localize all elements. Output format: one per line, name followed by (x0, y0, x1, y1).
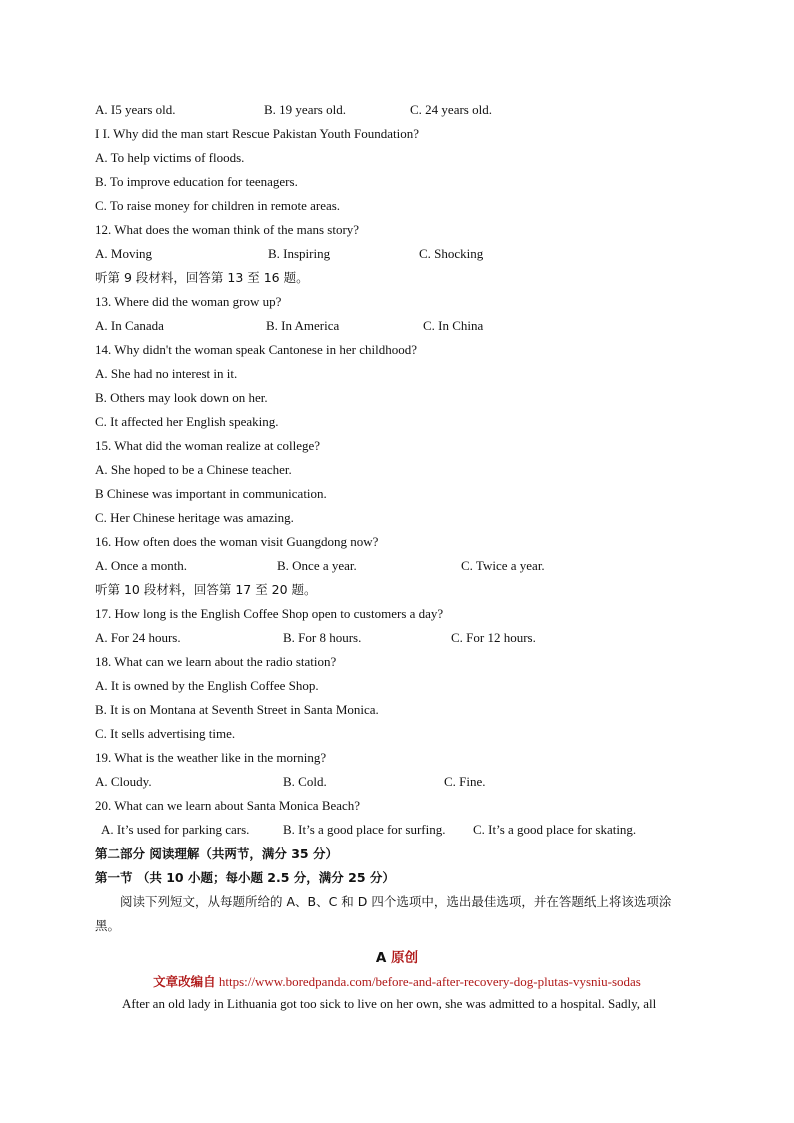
q14-option-a: A. She had no interest in it. (95, 366, 238, 381)
passage-title (0, 946, 794, 966)
q11-option-c: C. To raise money for children in remote areas. (95, 198, 341, 213)
q14-stem: 14. Why didn't the woman speak Cantonese in her childhood? (95, 342, 417, 357)
q14-option-c: C. It affected her English speaking. (95, 414, 279, 429)
q15-option-a: A. She hoped to be a Chinese teacher. (95, 462, 292, 477)
q12-stem: 12. What does the woman think of the mans story? (95, 222, 360, 237)
q20-option-b: B. It’s a good place for surfing. (283, 822, 446, 837)
q13-stem: 13. Where did the woman grow up? (95, 294, 282, 309)
q16-stem: 16. How often does the woman visit Guangdong now? (95, 534, 379, 549)
q18-option-b: B. It is on Montana at Seventh Street in Santa Monica. (95, 702, 379, 717)
q16-option-b: B. Once a year. (277, 558, 357, 573)
q12-option-a: A. Moving (95, 246, 153, 261)
q17-option-b: B. For 8 hours. (283, 630, 362, 645)
passage-first-line: After an old lady in Lithuania got too sick to live on her own, she was admitted to a hospital. Sadly, all (122, 996, 657, 1011)
section-10-instruction: 听第 10 段材料，回答第 17 至 20 题。 (95, 582, 317, 597)
q18-option-c: C. It sells advertising time. (95, 726, 236, 741)
q16-option-c: C. Twice a year. (461, 558, 545, 573)
q13-option-a: A. In Canada (95, 318, 164, 333)
q15-option-c: C. Her Chinese heritage was amazing. (95, 510, 294, 525)
q17-stem: 17. How long is the English Coffee Shop open to customers a day? (95, 606, 444, 621)
q16-option-a: A. Once a month. (95, 558, 188, 573)
section-9-instruction: 听第 9 段材料，回答第 13 至 16 题。 (95, 270, 309, 285)
part-2-heading: 第二部分 阅读理解（共两节，满分 35 分） (95, 846, 338, 861)
q18-stem: 18. What can we learn about the radio station? (95, 654, 337, 669)
q17-option-c: C. For 12 hours. (451, 630, 536, 645)
passage-tag: 原创 (391, 950, 419, 966)
source-line (0, 972, 794, 990)
q11-option-a: A. To help victims of floods. (95, 150, 245, 165)
section-1-heading: 第一节 （共 10 小题；每小题 2.5 分，满分 25 分） (95, 870, 395, 885)
q10-option-a: A. I5 years old. (95, 102, 176, 117)
q13-option-c: C. In China (423, 318, 484, 333)
q10-option-b: B. 19 years old. (264, 102, 346, 117)
q15-option-b: B Chinese was important in communication. (95, 486, 327, 501)
q19-option-b: B. Cold. (283, 774, 327, 789)
q20-option-a: A. It’s used for parking cars. (101, 822, 250, 837)
q12-option-b: B. Inspiring (268, 246, 331, 261)
q19-option-a: A. Cloudy. (95, 774, 152, 789)
q12-option-c: C. Shocking (419, 246, 484, 261)
q13-option-b: B. In America (266, 318, 340, 333)
q10-option-c: C. 24 years old. (410, 102, 492, 117)
passage-letter: A (375, 950, 387, 966)
source-url: https://www.boredpanda.com/before-and-after-recovery-dog-plutas-vysniu-sodas (218, 974, 641, 989)
q19-option-c: C. Fine. (444, 774, 486, 789)
q15-stem: 15. What did the woman realize at college? (95, 438, 320, 453)
q11-option-b: B. To improve education for teenagers. (95, 174, 298, 189)
q14-option-b: B. Others may look down on her. (95, 390, 268, 405)
reading-instruction: 阅读下列短文，从每题所给的 A、B、C 和 D 四个选项中，选出最佳选项，并在答题纸上将该选项涂黑。 (95, 894, 672, 933)
q20-stem: 20. What can we learn about Santa Monica Beach? (95, 798, 361, 813)
source-label: 文章改编自 (153, 974, 216, 989)
q19-stem: 19. What is the weather like in the morning? (95, 750, 327, 765)
q17-option-a: A. For 24 hours. (95, 630, 181, 645)
q11-stem: I I. Why did the man start Rescue Pakistan Youth Foundation? (95, 126, 420, 141)
q18-option-a: A. It is owned by the English Coffee Shop. (95, 678, 319, 693)
q20-option-c: C. It’s a good place for skating. (473, 822, 637, 837)
